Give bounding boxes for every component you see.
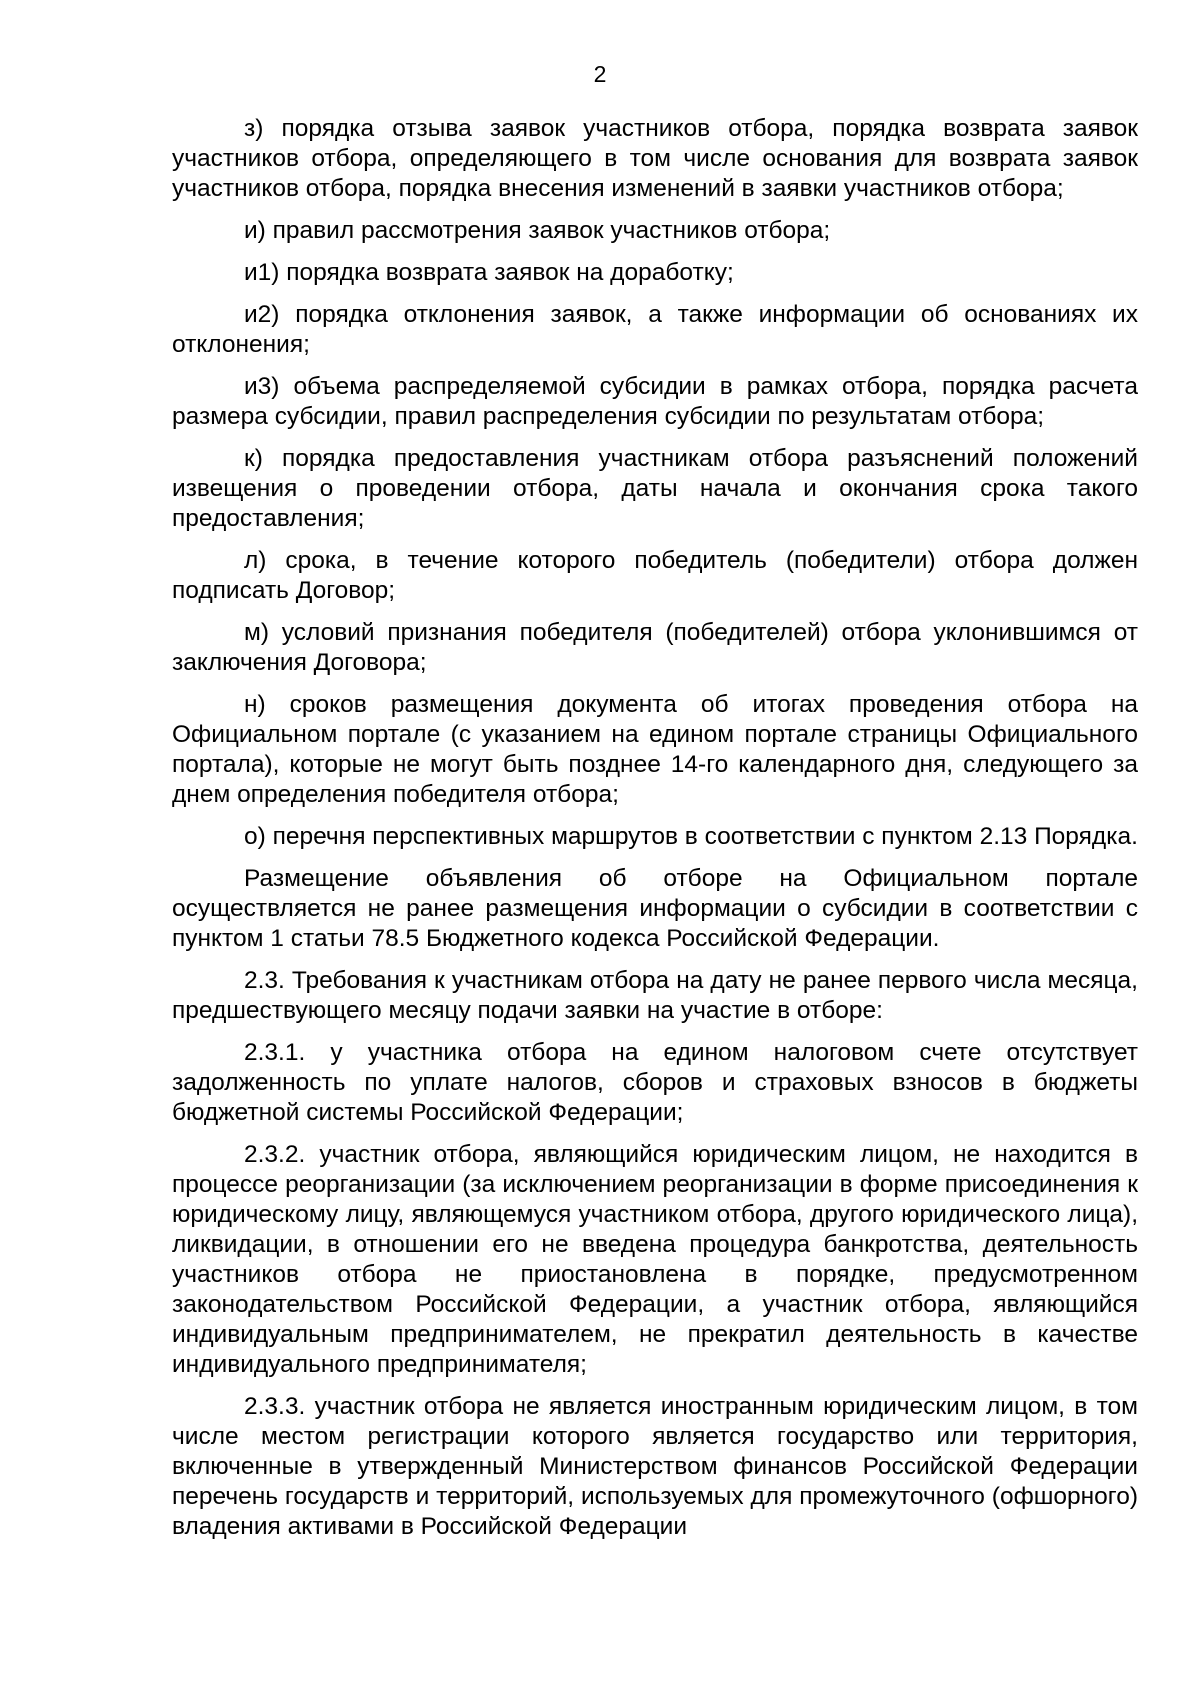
paragraph-m: м) условий признания победителя (победителей) отбора уклонившимся от заключения Договора;: [172, 619, 1138, 676]
paragraph-i3: и3) объема распределяемой субсидии в рамках отбора, порядка расчета размера субсидии, правил распределения субсидии по результатам отбора;: [172, 373, 1138, 430]
paragraph-l: л) срока, в течение которого победитель (победители) отбора должен подписать Договор;: [172, 547, 1138, 604]
document-body: [172, 114, 1138, 1554]
paragraph-2-3-1: 2.3.1. у участника отбора на едином налоговом счете отсутствует задолженность по уплате налогов, сборов и страховых взносов в бюджеты бюджетной системы Российской Федерации;: [172, 1039, 1138, 1126]
paragraph-placement: Размещение объявления об отборе на Официальном портале осуществляется не ранее размещения информации о субсидии в соответствии с пунктом 1 статьи 78.5 Бюджетного кодекса Российской Федерации.: [172, 865, 1138, 952]
paragraph-2-3-2: 2.3.2. участник отбора, являющийся юридическим лицом, не находится в процессе реорганизации (за исключением реорганизации в форме присоединения к юридическому лицу, являющемуся участником отбора, другого юридического лица), ликвидации, в отношении его не введена процедура банкротства, деятельность участников отбора не приостановлена в порядке, предусмотренном законодательством Российской Федерации, а участник отбора, являющийся индивидуальным предпринимателем, не прекратил деятельность в качестве индивидуального предпринимателя;: [172, 1141, 1138, 1378]
paragraph-2-3: 2.3. Требования к участникам отбора на дату не ранее первого числа месяца, предшествующего месяцу подачи заявки на участие в отборе:: [172, 967, 1138, 1024]
paragraph-2-3-3: 2.3.3. участник отбора не является иностранным юридическим лицом, в том числе местом регистрации которого является государство или территория, включенные в утвержденный Министерством финансов Российской Федерации перечень государств и территорий, используемых для промежуточного (офшорного) владения активами в Российской Федерации: [172, 1393, 1138, 1540]
paragraph-o: о) перечня перспективных маршрутов в соответствии с пунктом 2.13 Порядка.: [244, 823, 1138, 850]
paragraph-z: з) порядка отзыва заявок участников отбора, порядка возврата заявок участников отбора, определяющего в том числе основания для возврата заявок участников отбора, порядка внесения изменений в заявки участников отбора;: [172, 115, 1138, 202]
page-number: 2: [593, 61, 607, 87]
paragraph-i: и) правил рассмотрения заявок участников отбора;: [244, 217, 831, 244]
paragraph-i1: и1) порядка возврата заявок на доработку;: [244, 259, 734, 286]
paragraph-k: к) порядка предоставления участникам отбора разъяснений положений извещения о проведении отбора, даты начала и окончания срока такого предоставления;: [172, 445, 1138, 532]
paragraph-i2: и2) порядка отклонения заявок, а также информации об основаниях их отклонения;: [172, 301, 1138, 358]
paragraph-n: н) сроков размещения документа об итогах проведения отбора на Официальном портале (с указанием на едином портале страницы Официального портала), которые не могут быть позднее 14-го календарного дня, следующего за днем определения победителя отбора;: [172, 691, 1138, 808]
